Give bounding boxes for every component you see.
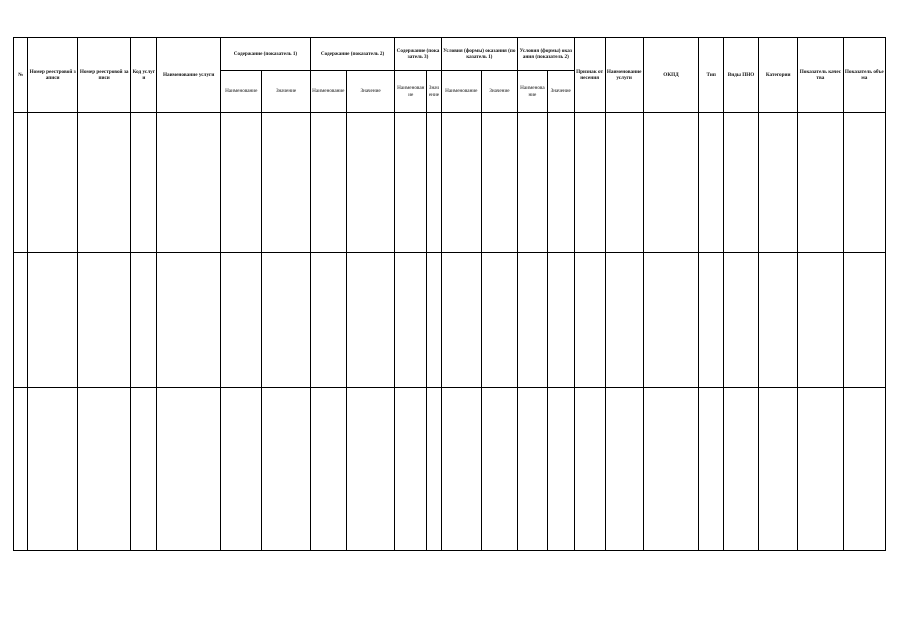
cell-content-3-name xyxy=(395,253,427,388)
cell-content-2-value xyxy=(346,253,394,388)
col-service-name-header: Наименование услуги xyxy=(157,38,221,113)
cell-quality-indicator xyxy=(798,253,843,388)
cell-content-3-value xyxy=(427,113,441,253)
cell-content-2-value xyxy=(346,388,394,551)
col-conditions-1-header: Условия (формы) оказания (показатель 1) xyxy=(441,38,517,71)
cell-activity-name xyxy=(605,113,643,253)
cell-type xyxy=(699,388,724,551)
table-row xyxy=(14,253,886,388)
cell-registry-entry-2 xyxy=(77,388,131,551)
cell-activity-name xyxy=(605,253,643,388)
cell-activity-name xyxy=(605,388,643,551)
cell-conditions-1-name xyxy=(441,113,481,253)
cell-conditions-2-name xyxy=(517,253,547,388)
cell-conditions-2-value xyxy=(547,388,574,551)
conditions-1-value-subheader: Значение xyxy=(481,71,517,113)
cell-number xyxy=(14,113,28,253)
cell-registry-entry-1 xyxy=(28,388,77,551)
cell-pno xyxy=(724,253,759,388)
col-type-header: Тип xyxy=(699,38,724,113)
cell-content-1-value xyxy=(262,113,310,253)
cell-category xyxy=(759,388,798,551)
col-content-3-header: Содержание (показатель 3) xyxy=(395,38,441,71)
cell-content-2-value xyxy=(346,113,394,253)
content-1-value-subheader: Значение xyxy=(262,71,310,113)
cell-conditions-1-value xyxy=(481,388,517,551)
cell-content-3-name xyxy=(395,113,427,253)
cell-type xyxy=(699,253,724,388)
cell-registry-entry-1 xyxy=(28,253,77,388)
col-registry-entry-1-header: Номер реестровой записи xyxy=(28,38,77,113)
cell-attribute xyxy=(574,253,605,388)
content-1-name-subheader: Наименование xyxy=(221,71,262,113)
content-2-name-subheader: Наименование xyxy=(310,71,346,113)
content-3-name-subheader: Наименование xyxy=(395,71,427,113)
col-quality-indicator-header: Показатель качества xyxy=(798,38,843,113)
cell-content-2-name xyxy=(310,388,346,551)
cell-okpd xyxy=(643,113,699,253)
cell-conditions-2-name xyxy=(517,113,547,253)
cell-okpd xyxy=(643,388,699,551)
cell-service-code xyxy=(131,253,157,388)
cell-content-3-value xyxy=(427,388,441,551)
cell-pno xyxy=(724,388,759,551)
cell-conditions-1-name xyxy=(441,388,481,551)
cell-service-code xyxy=(131,113,157,253)
cell-registry-entry-2 xyxy=(77,253,131,388)
cell-service-code xyxy=(131,388,157,551)
cell-volume-indicator xyxy=(843,253,885,388)
cell-service-name xyxy=(157,113,221,253)
cell-content-2-name xyxy=(310,113,346,253)
header-row xyxy=(14,38,886,71)
col-conditions-2-header: Условия (формы) оказания (показатель 2) xyxy=(517,38,574,71)
content-2-value-subheader: Значение xyxy=(346,71,394,113)
cell-number xyxy=(14,388,28,551)
cell-attribute xyxy=(574,113,605,253)
col-content-2-header: Содержание (показатель 2) xyxy=(310,38,395,71)
content-3-value-subheader: Значение xyxy=(427,71,441,113)
cell-volume-indicator xyxy=(843,113,885,253)
cell-content-3-value xyxy=(427,253,441,388)
cell-content-2-name xyxy=(310,253,346,388)
registry-sheet xyxy=(13,37,886,551)
cell-conditions-1-value xyxy=(481,113,517,253)
cell-content-1-name xyxy=(221,253,262,388)
cell-conditions-2-name xyxy=(517,388,547,551)
col-content-1-header: Содержание (показатель 1) xyxy=(221,38,311,71)
cell-conditions-1-value xyxy=(481,253,517,388)
cell-quality-indicator xyxy=(798,113,843,253)
cell-service-name xyxy=(157,253,221,388)
cell-category xyxy=(759,253,798,388)
col-registry-entry-2-header: Номер реестровой записи xyxy=(77,38,131,113)
cell-volume-indicator xyxy=(843,388,885,551)
cell-content-1-name xyxy=(221,113,262,253)
col-activity-name-header: Наименование услуги xyxy=(605,38,643,113)
cell-registry-entry-1 xyxy=(28,113,77,253)
conditions-2-name-subheader: Наименование xyxy=(517,71,547,113)
col-number-header: № xyxy=(14,38,28,113)
cell-quality-indicator xyxy=(798,388,843,551)
col-attribute-header: Признак отнесения xyxy=(574,38,605,113)
cell-attribute xyxy=(574,388,605,551)
col-category-header: Категории xyxy=(759,38,798,113)
cell-service-name xyxy=(157,388,221,551)
cell-conditions-2-value xyxy=(547,253,574,388)
cell-content-1-value xyxy=(262,253,310,388)
cell-type xyxy=(699,113,724,253)
registry-table xyxy=(13,37,886,551)
col-service-code-header: Код услуги xyxy=(131,38,157,113)
cell-content-1-name xyxy=(221,388,262,551)
cell-pno xyxy=(724,113,759,253)
col-pno-header: Виды ПНО xyxy=(724,38,759,113)
conditions-1-name-subheader: Наименование xyxy=(441,71,481,113)
cell-category xyxy=(759,113,798,253)
cell-conditions-2-value xyxy=(547,113,574,253)
cell-number xyxy=(14,253,28,388)
col-okpd-header: ОКПД xyxy=(643,38,699,113)
conditions-2-value-subheader: Значение xyxy=(547,71,574,113)
cell-content-3-name xyxy=(395,388,427,551)
table-row xyxy=(14,113,886,253)
table-row xyxy=(14,388,886,551)
cell-registry-entry-2 xyxy=(77,113,131,253)
cell-conditions-1-name xyxy=(441,253,481,388)
cell-content-1-value xyxy=(262,388,310,551)
cell-okpd xyxy=(643,253,699,388)
col-volume-indicator-header: Показатель объема xyxy=(843,38,885,113)
